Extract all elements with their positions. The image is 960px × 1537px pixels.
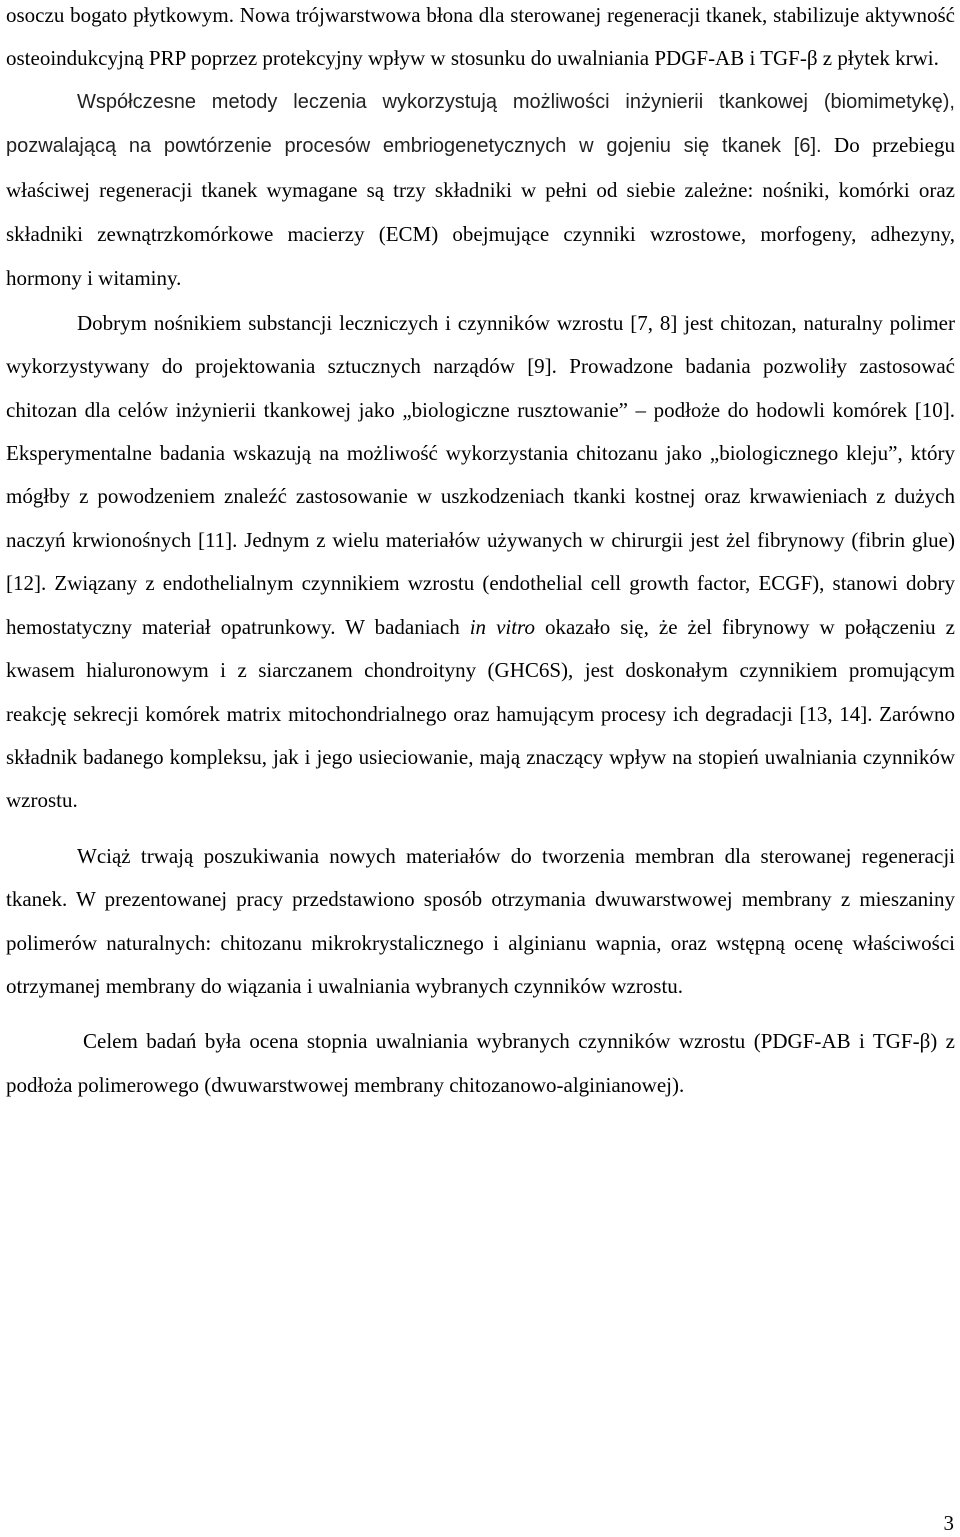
- italic-in-vitro: in vitro: [469, 614, 535, 639]
- paragraph-new-materials: Wciąż trwają poszukiwania nowych materiałów do tworzenia membran dla sterowanej regeneracji tkanek. W prezentowanej pracy przedstawiono sposób otrzymania dwuwarstwowej membrany z mieszaniny polimerów naturalnych: chitozanu mikrokrystalicznego i alginianu wapnia, oraz wstępną ocenę właściwości otrzymanej membrany do wiązania i uwalniania wybranych czynników wzrostu.: [6, 843, 955, 998]
- paragraph-modern-methods-sans: Współczesne metody leczenia wykorzystują możliwości inżynierii tkankowej (biomimetykę), pozwalającą na powtórzenie procesów embriogenetycznych w gojeniu się tkanek [6].: [6, 90, 955, 158]
- paragraph-gap: [6, 823, 955, 835]
- document-page: [6, 0, 955, 1107]
- paragraph-aim: Celem badań była ocena stopnia uwalniania wybranych czynników wzrostu (PDGF-AB i TGF-β) z podłoża polimerowego (dwuwarstwowej membrany chitozanowo-alginianowej).: [6, 1029, 955, 1097]
- paragraph-gap: [6, 1008, 955, 1020]
- paragraph-modern-methods: [6, 81, 955, 302]
- page-number: 3: [943, 1511, 954, 1535]
- paragraph-chitosan-part2: okazało się, że żel fibrynowy w połączeniu z kwasem hialuronowym i z siarczanem chondroityny (GHC6S), jest doskonałym czynnikiem promującym reakcję sekrecji komórek matrix mitochondrialnego oraz hamującym procesy ich degradacji [13, 14]. Zarówno składnik badanego kompleksu, jak i jego usieciowanie, mają znaczący wpływ na stopień uwalniania czynników wzrostu.: [6, 614, 955, 813]
- paragraph-regeneration-components: Do przebiegu właściwej regeneracji tkanek wymagane są trzy składniki w pełni od siebie zależne: nośniki, komórki oraz składniki zewnątrzkomórkowe macierzy (ECM) obejmujące czynniki wzrostowe, morfogeny, adhezyny, hormony i witaminy.: [6, 133, 955, 291]
- paragraph-chitosan-part1: Dobrym nośnikiem substancji leczniczych i czynników wzrostu [7, 8] jest chitozan, naturalny polimer wykorzystywany do projektowania sztucznych narządów [9]. Prowadzone badania pozwoliły zastosować chitozan dla celów inżynierii tkankowej jako „biologiczne rusztowanie” – podłoże do hodowli komórek [10]. Eksperymentalne badania wskazują na możliwość wykorzystania chitozanu jako „biologicznego kleju”, który mógłby z powodzeniem znaleźć zastosowanie w uszkodzeniach tkanki kostnej oraz krwawieniach z dużych naczyń krwionośnych [11]. Jednym z wielu materiałów używanych w chirurgii jest żel fibrynowy (fibrin glue) [12]. Związany z endothelialnym czynnikiem wzrostu (endothelial cell growth factor, ECGF), stanowi dobry hemostatyczny materiał opatrunkowy. W badaniach: [6, 310, 955, 639]
- paragraph-chitosan: [6, 302, 955, 823]
- paragraph-continuation: osoczu bogato płytkowym. Nowa trójwarstwowa błona dla sterowanej regeneracji tkanek, stabilizuje aktywność osteoindukcyjną PRP poprzez protekcyjny wpływ w stosunku do uwalniania PDGF-AB i TGF-β z płytek krwi.: [6, 3, 955, 71]
